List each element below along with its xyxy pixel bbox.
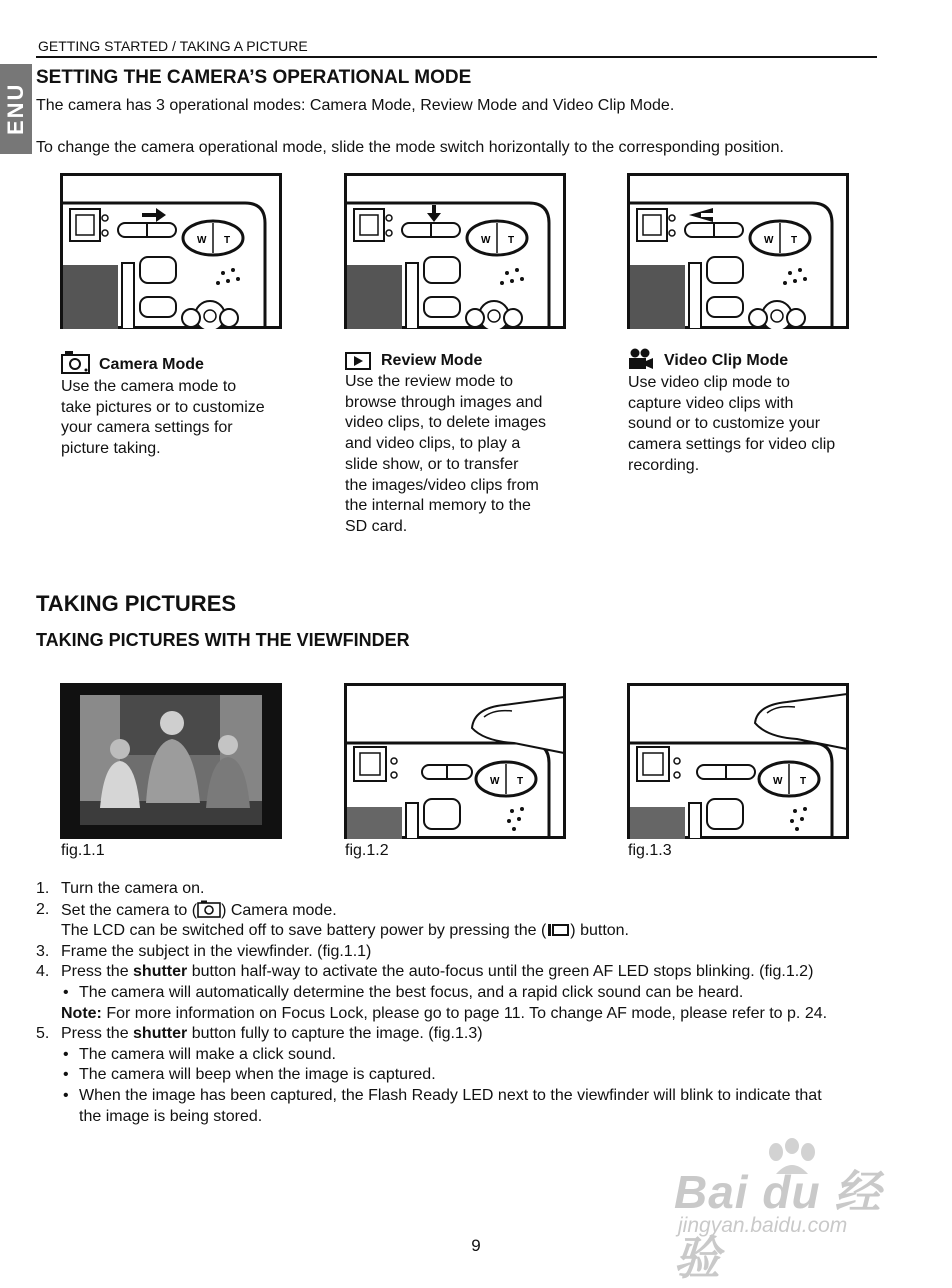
mode-review: [345, 348, 605, 538]
svg-text:W: W: [490, 776, 500, 787]
step-1: [36, 879, 886, 900]
mode-review-title: Review Mode: [381, 352, 483, 369]
svg-text:T: T: [517, 776, 524, 787]
figure-caption: fig.1.1: [61, 842, 105, 859]
step-2: [36, 900, 886, 922]
step-text: ) button.: [570, 922, 629, 940]
step-4-bullet: • The camera will automatically determine the best focus, and a rapid click sound can be heard.: [36, 983, 886, 1004]
shutter-full-press-figure: [627, 683, 849, 839]
step-text: The LCD can be switched off to save battery power by pressing the (: [61, 922, 547, 940]
camera-icon: [61, 350, 91, 374]
step-5-bullet: • When the image has been captured, the Flash Ready LED next to the viewfinder will blink to indicate that: [36, 1086, 886, 1107]
section-title-mode: SETTING THE CAMERA’S OPERATIONAL MODE: [36, 67, 472, 88]
mode-video: [628, 345, 878, 477]
mode-camera: [61, 348, 311, 460]
subsection-title-viewfinder: TAKING PICTURES WITH THE VIEWFINDER: [36, 630, 410, 650]
mode-camera-line: Use the camera mode to: [61, 378, 237, 395]
section-title-taking-pictures: TAKING PICTURES: [36, 591, 237, 616]
mode-review-line: and video clips, to play a: [345, 435, 521, 453]
step-number: 3.: [36, 942, 50, 960]
instruction-text: To change the camera operational mode, slide the mode switch horizontally to the corresponding position.: [36, 139, 784, 156]
svg-text:W: W: [773, 776, 783, 787]
mode-review-line: Use the review mode to: [345, 373, 514, 390]
mode-review-line: slide show, or to transfer: [345, 455, 519, 473]
watermark-brand: Bai du 经验: [674, 1166, 882, 1284]
step-3: [36, 942, 886, 963]
mode-video-line: recording.: [628, 456, 700, 474]
mode-camera-line: picture taking.: [61, 440, 161, 458]
mode-switch-figure-video: [627, 173, 849, 329]
step-number: 2.: [36, 900, 50, 918]
viewfinder-photo: [60, 683, 282, 839]
step-5: [36, 1024, 886, 1045]
step-text: Press the: [61, 963, 134, 981]
mode-review-line: video clips, to delete images: [345, 414, 546, 432]
svg-text:W: W: [481, 235, 491, 246]
figure-caption: fig.1.2: [345, 842, 389, 859]
mode-camera-line: your camera settings for: [61, 419, 233, 437]
svg-text:W: W: [764, 235, 774, 246]
mode-switch-figure-review: [344, 173, 566, 329]
intro-text: The camera has 3 operational modes: Camera Mode, Review Mode and Video Clip Mode.: [36, 97, 675, 114]
step-text: Turn the camera on.: [61, 880, 205, 897]
mode-video-line: Use video clip mode to: [628, 374, 790, 391]
step-2-detail: [36, 921, 886, 942]
mode-switch-figure-camera: [60, 173, 282, 329]
language-tab-label: ENU: [3, 82, 28, 136]
mode-review-line: browse through images and: [345, 393, 543, 411]
step-bold: shutter: [133, 963, 188, 981]
step-5-bullet-continued: the image is being stored.: [79, 1107, 263, 1125]
step-number: 5.: [36, 1025, 50, 1043]
mode-video-title: Video Clip Mode: [664, 352, 789, 369]
play-icon: [345, 352, 371, 370]
watermark-url: jingyan.baidu.com: [678, 1214, 848, 1237]
mode-camera-line: take pictures or to customize: [61, 398, 265, 416]
step-5-bullet: • The camera will make a click sound.: [36, 1045, 886, 1066]
lcd-icon: [546, 922, 570, 938]
svg-text:T: T: [508, 235, 515, 246]
mode-review-line: SD card.: [345, 517, 408, 535]
step-text: button half-way to activate the auto-focus until the green AF LED stops blinking. (fig.1.2): [187, 963, 814, 981]
header-rule: [36, 56, 877, 58]
note-label: Note:: [61, 1004, 102, 1022]
figure-caption: fig.1.3: [628, 842, 672, 859]
shutter-half-press-figure: [344, 683, 566, 839]
svg-text:W: W: [197, 235, 207, 246]
step-4: [36, 962, 886, 983]
step-text: button fully to capture the image. (fig.1.3): [187, 1025, 483, 1043]
mode-video-line: capture video clips with: [628, 394, 794, 412]
step-text: Set the camera to (: [61, 901, 198, 919]
step-text: Press the: [61, 1025, 134, 1043]
svg-text:T: T: [791, 235, 798, 246]
step-bold: shutter: [133, 1025, 188, 1043]
mode-video-line: sound or to customize your: [628, 415, 821, 433]
step-number: 1.: [36, 880, 50, 897]
running-header: GETTING STARTED / TAKING A PICTURE: [38, 38, 308, 54]
mode-review-line: the images/video clips from: [345, 476, 539, 494]
page-number: 9: [471, 1236, 481, 1255]
steps-list: [36, 879, 886, 1127]
video-camera-icon: [628, 348, 654, 370]
step-text: ) Camera mode.: [221, 901, 337, 919]
mode-camera-title: Camera Mode: [99, 356, 204, 373]
mode-video-line: camera settings for video clip: [628, 436, 836, 454]
svg-text:T: T: [800, 776, 807, 787]
svg-text:T: T: [224, 235, 231, 246]
language-tab: [0, 64, 32, 154]
mode-review-line: the internal memory to the: [345, 497, 531, 515]
step-text: Frame the subject in the viewfinder. (fig.1.1): [61, 942, 372, 960]
note-text: For more information on Focus Lock, please go to page 11. To change AF mode, please refer to p. 24.: [101, 1004, 828, 1022]
camera-icon: [197, 900, 221, 918]
baidu-watermark: [674, 1138, 894, 1284]
step-5-bullet: • The camera will beep when the image is captured.: [36, 1065, 886, 1086]
step-number: 4.: [36, 963, 50, 981]
step-4-note: [36, 1004, 886, 1025]
